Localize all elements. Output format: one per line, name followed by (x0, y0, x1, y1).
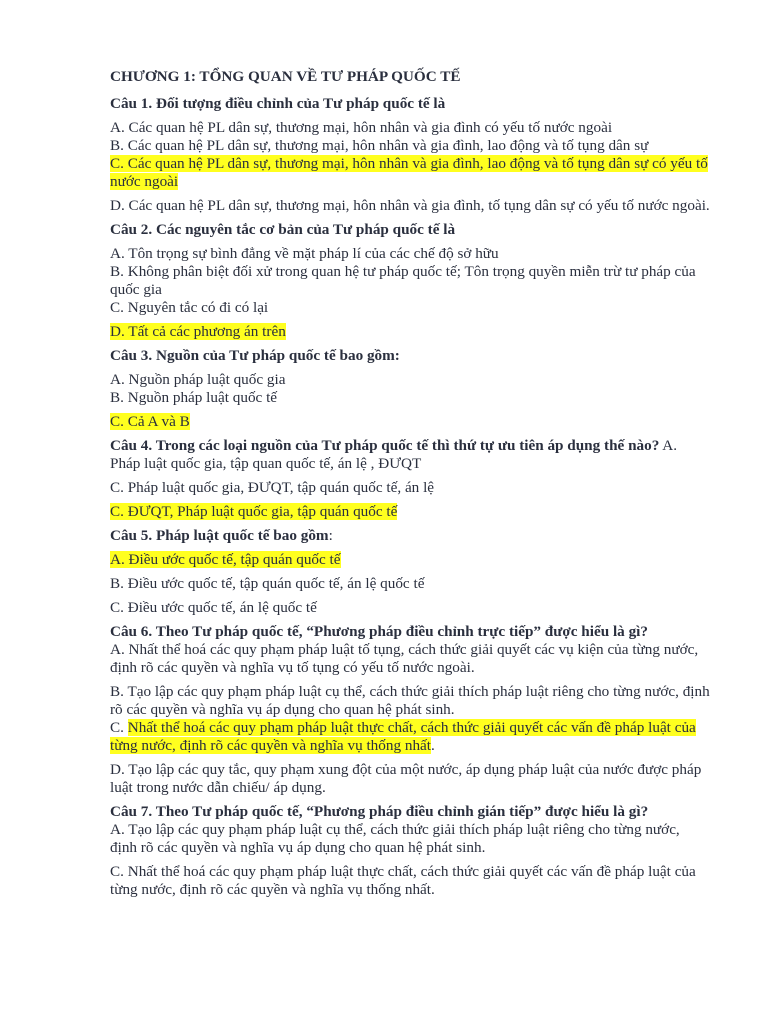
question-6: Câu 6. Theo Tư pháp quốc tế, “Phương pháp điều chỉnh trực tiếp” được hiểu là gì? (110, 623, 648, 640)
q2-option-c: C. Nguyên tắc có đi có lại (110, 299, 269, 316)
q4-option-a: A. Pháp luật quốc gia, tập quan quốc tế, án lệ , ĐƯQT (110, 437, 678, 472)
q5-option-a-answer (110, 551, 710, 569)
question-1: Câu 1. Đối tượng điều chỉnh của Tư pháp quốc tế là (110, 95, 446, 112)
q1-option-c-answer (110, 155, 710, 191)
document-body (110, 68, 710, 899)
answer-highlight: Nhất thể hoá các quy phạm pháp luật thực chất, cách thức giải quyết các vấn đề pháp luật của từng nước, định rõ các quyền và nghĩa vụ thống nhất (110, 719, 696, 754)
question-2: Câu 2. Các nguyên tắc cơ bản của Tư pháp quốc tế là (110, 221, 456, 238)
question-5-colon: : (328, 527, 333, 544)
q6-option-c-prefix: C. (110, 719, 128, 736)
q7-option-c: C. Nhất thể hoá các quy phạm pháp luật thực chất, cách thức giải quyết các vấn đề pháp luật của từng nước, định rõ các quyền và nghĩa vụ thống nhất. (110, 863, 696, 898)
question-5-block (110, 527, 710, 545)
q7-option-a: A. Tạo lập các quy phạm pháp luật cụ thể, cách thức giải thích pháp luật riêng cho từng nước, định rõ các quyền và nghĩa vụ áp dụng cho quan hệ phát sinh. (110, 821, 680, 856)
q3-option-a: A. Nguồn pháp luật quốc gia (110, 371, 286, 388)
question-4: Câu 4. Trong các loại nguồn của Tư pháp quốc tế thì thứ tự ưu tiên áp dụng thế nào? (110, 437, 660, 454)
question-6-block (110, 623, 710, 641)
q1-option-b: B. Các quan hệ PL dân sự, thương mại, hôn nhân và gia đình, lao động và tố tụng dân sự (110, 137, 649, 154)
q4-option-c2-answer (110, 503, 710, 521)
q6-option-c-answer (110, 719, 710, 755)
q1-option-a: A. Các quan hệ PL dân sự, thương mại, hôn nhân và gia đình có yếu tố nước ngoài (110, 119, 613, 136)
question-3: Câu 3. Nguồn của Tư pháp quốc tế bao gồm: (110, 347, 400, 364)
question-7: Câu 7. Theo Tư pháp quốc tế, “Phương pháp điều chỉnh gián tiếp” được hiểu là gì? (110, 803, 649, 820)
q6-option-c-suffix: . (431, 737, 435, 754)
q6-option-b: B. Tạo lập các quy phạm pháp luật cụ thể, cách thức giải thích pháp luật riêng cho từng nước, định rõ các quyền và nghĩa vụ áp dụng cho quan hệ phát sinh. (110, 683, 710, 718)
q3-option-b: B. Nguồn pháp luật quốc tế (110, 389, 278, 406)
answer-highlight: D. Tất cả các phương án trên (110, 323, 286, 340)
q3-option-c-answer (110, 413, 710, 431)
q2-option-d-answer (110, 323, 710, 341)
q2-option-a: A. Tôn trọng sự bình đẳng về mặt pháp lí của các chế độ sở hữu (110, 245, 499, 262)
q1-option-d: D. Các quan hệ PL dân sự, thương mại, hôn nhân và gia đình, tố tụng dân sự có yếu tố nước ngoài. (110, 197, 710, 214)
answer-highlight: A. Điều ước quốc tế, tập quán quốc tế (110, 551, 341, 568)
chapter-title: CHƯƠNG 1: TỔNG QUAN VỀ TƯ PHÁP QUỐC TẾ (110, 68, 461, 85)
answer-highlight: C. Cả A và B (110, 413, 190, 430)
answer-highlight: C. Các quan hệ PL dân sự, thương mại, hôn nhân và gia đình, lao động và tố tụng dân sự có yếu tố nước ngoài (110, 155, 708, 190)
q2-option-b: B. Không phân biệt đối xử trong quan hệ tư pháp quốc tế; Tôn trọng quyền miễn trừ tư pháp của quốc gia (110, 263, 696, 298)
answer-highlight: C. ĐƯQT, Pháp luật quốc gia, tập quán quốc tế (110, 503, 398, 520)
q6-option-a: A. Nhất thể hoá các quy phạm pháp luật tố tụng, cách thức giải quyết các vụ kiện của từng nước, định rõ các quyền và nghĩa vụ tố tụng có yếu tố nước ngoài. (110, 641, 699, 676)
question-5: Câu 5. Pháp luật quốc tế bao gồm (110, 527, 329, 544)
q4-option-c1: C. Pháp luật quốc gia, ĐƯQT, tập quán quốc tế, án lệ (110, 479, 435, 496)
q5-option-b: B. Điều ước quốc tế, tập quán quốc tế, án lệ quốc tế (110, 575, 425, 592)
question-4-block (110, 437, 710, 473)
q5-option-c: C. Điều ước quốc tế, án lệ quốc tế (110, 599, 317, 616)
q6-option-d: D. Tạo lập các quy tắc, quy phạm xung đột của một nước, áp dụng pháp luật của nước được pháp luật trong nước dẫn chiếu/ áp dụng. (110, 761, 702, 796)
question-7-block (110, 803, 710, 821)
